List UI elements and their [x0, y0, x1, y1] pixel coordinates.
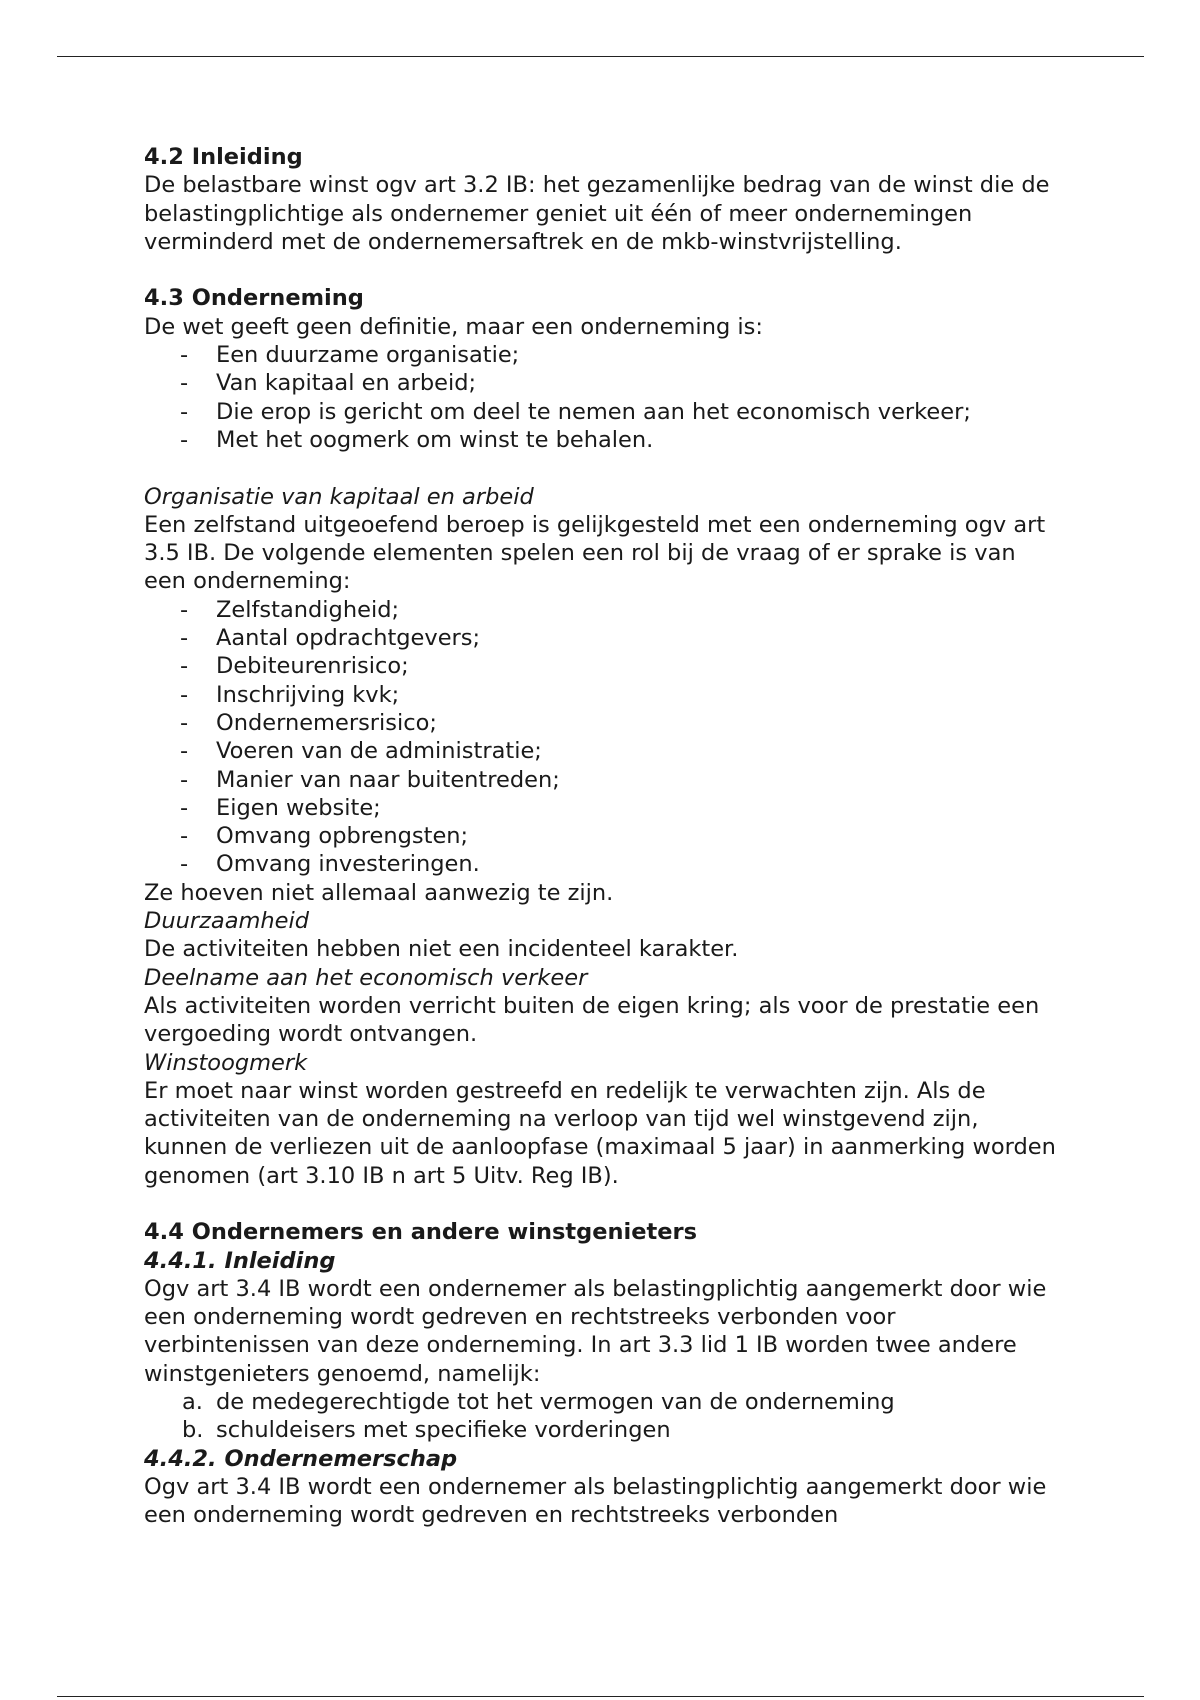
- subsection-heading-4-4-2: 4.4.2. Ondernemerschap: [144, 1445, 458, 1472]
- bullet-marker: -: [180, 342, 189, 369]
- list-item: - Aantal opdrachtgevers;: [180, 625, 481, 652]
- list-item: - Omvang opbrengsten;: [180, 823, 469, 850]
- section-heading-4-3: 4.3 Onderneming: [144, 285, 364, 312]
- list-marker: b.: [182, 1417, 204, 1444]
- bullet-marker: -: [180, 851, 189, 878]
- list-item: - Debiteurenrisico;: [180, 653, 409, 680]
- list-item: - Omvang investeringen.: [180, 851, 480, 878]
- paragraph: De wet geeft geen definitie, maar een onderneming is:: [144, 313, 763, 340]
- bullet-marker: -: [180, 709, 189, 736]
- list-item: - Een duurzame organisatie;: [180, 342, 520, 369]
- bullet-marker: -: [180, 398, 189, 425]
- bullet-marker: -: [180, 681, 189, 708]
- list-item: - Inschrijving kvk;: [180, 681, 400, 708]
- list-item: - Eigen website;: [180, 794, 381, 821]
- bullet-marker: -: [180, 370, 189, 397]
- winstgenieters-list: [144, 1388, 1064, 1445]
- subsection-title: Winstoogmerk: [144, 1049, 308, 1076]
- list-item: a. de medegerechtigde tot het vermogen van de onderneming: [182, 1389, 895, 1416]
- bullet-marker: -: [180, 823, 189, 850]
- list-item: - Voeren van de administratie;: [180, 738, 542, 765]
- criteria-list: [144, 341, 1064, 454]
- paragraph: Een zelfstand uitgeoefend beroep is gelijkgesteld met een onderneming ogv art 3.5 IB. De volgende elementen spelen een rol bij de vraag of er sprake is van een onderneming:: [144, 511, 1046, 595]
- elements-list: [144, 596, 1064, 879]
- list-item: - Met het oogmerk om winst te behalen.: [180, 426, 654, 453]
- subsection-title: Duurzaamheid: [144, 908, 310, 935]
- footer-rule: [57, 1696, 1144, 1697]
- list-item: b. schuldeisers met specifieke vorderingen: [182, 1417, 671, 1444]
- paragraph: Ogv art 3.4 IB wordt een ondernemer als belastingplichtig aangemerkt door wie een onderneming wordt gedreven en rechtstreeks verbonden voor verbintenissen van deze onderneming. In art 3.3 lid 1 IB worden twee andere winstgenieters genoemd, namelijk:: [144, 1275, 1047, 1387]
- paragraph: De activiteiten hebben niet een incidenteel karakter.: [144, 936, 739, 963]
- subsection-heading-4-4-1: 4.4.1. Inleiding: [144, 1247, 336, 1274]
- bullet-marker: -: [180, 738, 189, 765]
- section-heading-4-2: 4.2 Inleiding: [144, 144, 303, 170]
- list-item: - Ondernemersrisico;: [180, 709, 437, 736]
- paragraph: De belastbare winst ogv art 3.2 IB: het gezamenlijke bedrag van de winst die de belastingplichtige als ondernemer geniet uit één of meer ondernemingen verminderd met de ondernemersaftrek en de mkb-winstvrijstelling.: [144, 172, 1050, 255]
- bullet-marker: -: [180, 426, 189, 453]
- document-page: [144, 143, 1064, 1530]
- bullet-marker: -: [180, 794, 189, 821]
- paragraph: Er moet naar winst worden gestreefd en redelijk te verwachten zijn. Als de activiteiten van de onderneming na verloop van tijd wel winstgevend zijn, kunnen de verliezen uit de aanloopfase (maximaal 5 jaar) in aanmerking worden genomen (art 3.10 IB n art 5 Uitv. Reg IB).: [144, 1077, 1056, 1189]
- bullet-marker: -: [180, 625, 189, 652]
- bullet-marker: -: [180, 596, 189, 623]
- list-item: - Zelfstandigheid;: [180, 596, 400, 623]
- bullet-marker: -: [180, 653, 189, 680]
- subsection-title: Organisatie van kapitaal en arbeid: [144, 483, 534, 510]
- paragraph: Als activiteiten worden verricht buiten de eigen kring; als voor de prestatie een vergoeding wordt ontvangen.: [144, 992, 1040, 1048]
- paragraph: Ogv art 3.4 IB wordt een ondernemer als belastingplichtig aangemerkt door wie een onderneming wordt gedreven en rechtstreeks verbonden: [144, 1473, 1047, 1529]
- section-heading-4-4: 4.4 Ondernemers en andere winstgenieters: [144, 1219, 697, 1246]
- list-item: - Van kapitaal en arbeid;: [180, 370, 477, 397]
- header-rule: [57, 56, 1144, 57]
- list-item: - Die erop is gericht om deel te nemen aan het economisch verkeer;: [180, 398, 971, 425]
- paragraph: Ze hoeven niet allemaal aanwezig te zijn.: [144, 879, 614, 906]
- list-item: - Manier van naar buitentreden;: [180, 766, 560, 793]
- list-marker: a.: [182, 1389, 203, 1416]
- bullet-marker: -: [180, 766, 189, 793]
- subsection-title: Deelname aan het economisch verkeer: [144, 964, 588, 991]
